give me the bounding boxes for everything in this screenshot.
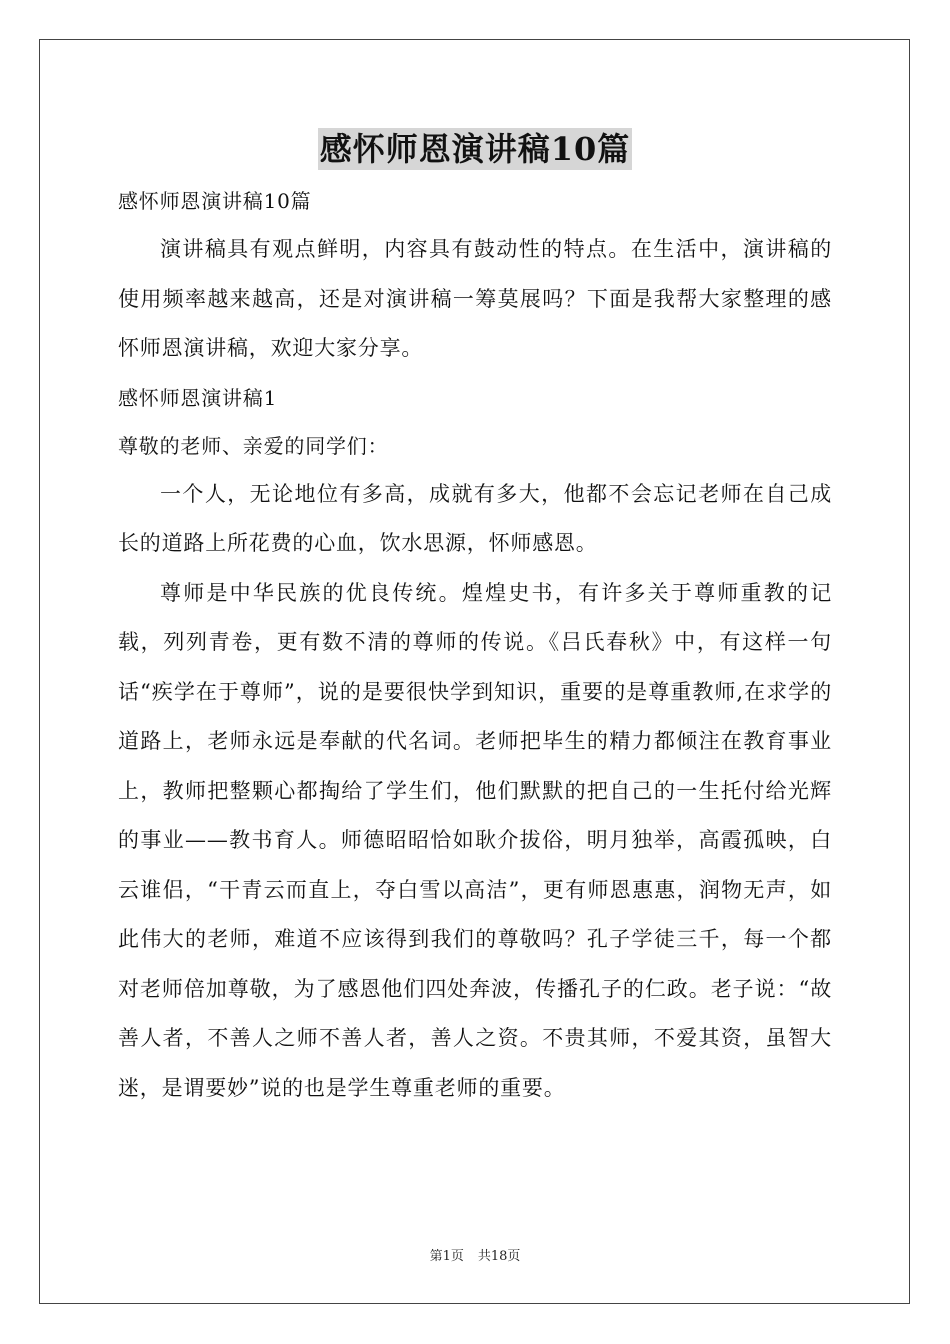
intro-paragraph: 演讲稿具有观点鲜明，内容具有鼓动性的特点。在生活中，演讲稿的使用频率越来越高，还是对演讲稿一筹莫展吗？下面是我帮大家整理的感怀师恩演讲稿，欢迎大家分享。 (118, 237, 832, 360)
section-heading: 感怀师恩演讲稿1 (118, 385, 278, 410)
body-paragraph-2: 尊师是中华民族的优良传统。煌煌史书，有许多关于尊师重教的记载，列列青卷，更有数不清的尊师的传说。《吕氏春秋》中，有这样一句话“疾学在于尊师”，说的是要很快学到知识，重要的是尊重教师,在求学的道路上，老师永远是奉献的代名词。老师把毕生的精力都倾注在教育事业上，教师把整颗心都掏给了学生们，他们默默的把自己的一生托付给光辉的事业——教书育人。师德昭昭恰如耿介拔俗，明月独举，高霞孤映，白云谁侣，“干青云而直上，夺白雪以高洁”，更有师恩惠惠，润物无声，如此伟大的老师，难道不应该得到我们的尊敬吗？孔子学徒三千，每一个都对老师倍加尊敬，为了感恩他们四处奔波，传播孔子的仁政。老子说：“故善人者，不善人之师不善人者，善人之资。不贵其师，不爱其资，虽智大迷，是谓要妙”说的也是学生尊重老师的重要。 (118, 580, 832, 1100)
document-body (118, 181, 832, 1113)
title-container (0, 128, 950, 170)
salutation: 尊敬的老师、亲爱的同学们： (118, 433, 389, 458)
page-total: 共18页 (477, 1249, 521, 1264)
page-number: 第1页 (429, 1249, 464, 1264)
body-paragraph-1: 一个人，无论地位有多高，成就有多大，他都不会忘记老师在自己成长的道路上所花费的心血，饮水思源，怀师感恩。 (118, 481, 832, 555)
page-footer (0, 1245, 950, 1264)
document-title: 感怀师恩演讲稿10篇 (319, 130, 631, 168)
document-subtitle: 感怀师恩演讲稿10篇 (118, 189, 312, 213)
